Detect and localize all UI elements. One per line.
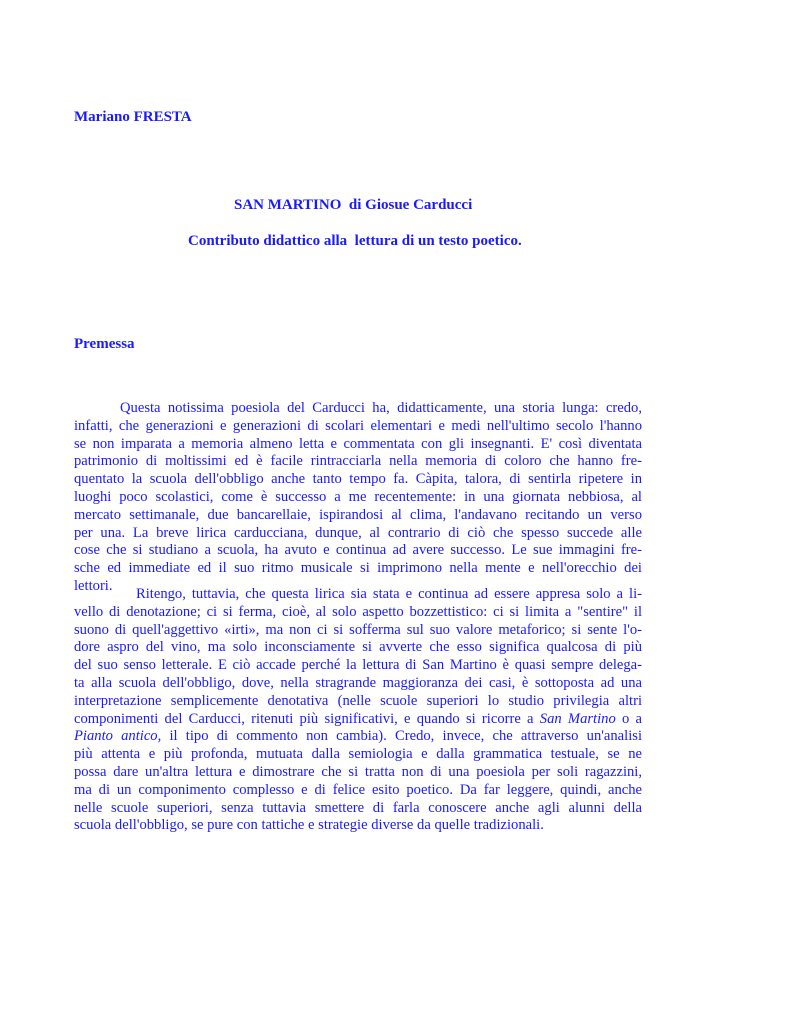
paragraph-1-line: cose che si studiano a scuola, ha avuto e continua ad avere successo. Le sue immagini fre- <box>74 542 642 559</box>
paragraph-1-line: lettori. <box>74 577 113 594</box>
paragraph-2-line: suono di quell'aggettivo «irti», ma non ci si sofferma sul suo valore metaforico; si sente l'o- <box>74 621 642 638</box>
document-title: SAN MARTINO di Giosue Carducci <box>234 197 473 213</box>
paragraph-2-line <box>74 711 642 729</box>
paragraph-1-line: mercato settimanale, due bancarellaie, ispirandosi al clima, l'andavano recitando un verso <box>74 506 642 523</box>
paragraph-2 <box>74 586 642 835</box>
paragraph-2-line <box>74 728 642 746</box>
section-heading-premessa: Premessa <box>74 336 135 352</box>
paragraph-2-line: dore aspro del vino, ma solo inconsciamente si avverte che esso significa qualcosa di più <box>74 639 642 656</box>
line-text: componimenti del Carducci, ritenuti più significativi, e quando si ricorre a <box>74 710 540 727</box>
paragraph-2-line: ta alla scuola dell'obbligo, dove, nella stragrande maggioranza dei casi, è sottoposta ad una <box>74 674 642 691</box>
paragraph-2-line: del suo senso letterale. E ciò accade perché la lettura di San Martino è quasi sempre delega- <box>74 657 642 674</box>
paragraph-1-line: luoghi poco scolastici, come è successo a me recentemente: in una giornata nebbiosa, al <box>74 488 642 505</box>
paragraph-1-line: infatti, che generazioni e generazioni di scolari elementari e medi nell'ultimo secolo l'hanno <box>74 417 642 434</box>
line-text: , il tipo di commento non cambia). Credo, invece, che attraverso un'analisi <box>157 728 642 745</box>
paragraph-1-line: Questa notissima poesiola del Carducci ha, didatticamente, una storia lunga: credo, <box>120 400 642 416</box>
document-subtitle: Contributo didattico alla lettura di un testo poetico. <box>188 233 522 249</box>
paragraph-2-line: possa dare un'altra lettura e dimostrare che si tratta non di una poesiola per soli ragazzini, <box>74 763 642 780</box>
author-name: Mariano FRESTA <box>74 109 192 125</box>
paragraph-2-line: vello di denotazione; ci si ferma, cioè, al solo aspetto bozzettistico: ci si limita a "sentire" il <box>74 603 642 620</box>
paragraph-2-line: interpretazione semplicemente denotativa (nelle scuole superiori lo studio privilegia altri <box>74 692 642 709</box>
paragraph-2-line: scuola dell'obbligo, se pure con tattiche e strategie diverse da quelle tradizionali. <box>74 817 544 834</box>
paragraph-1 <box>74 400 642 596</box>
work-title-san-martino: San Martino <box>539 710 616 727</box>
line-text: o a <box>615 710 642 727</box>
paragraph-1-line: patrimonio di moltissimi ed è facile rintracciarla nella memoria di coloro che hanno fre- <box>74 453 642 470</box>
paragraph-2-line: nelle scuole superiori, senza tuttavia smettere di farla conoscere anche agli alunni della <box>74 799 642 816</box>
work-title-pianto-antico: Pianto antico <box>74 728 158 745</box>
paragraph-2-line: Ritengo, tuttavia, che questa lirica sia stata e continua ad essere appresa solo a li- <box>136 586 642 602</box>
paragraph-2-line: ma di un componimento complesso e di felice esito poetico. Da far leggere, quindi, anche <box>74 781 642 798</box>
paragraph-1-line: se non imparata a memoria almeno letta e commentata con gli insegnanti. E' così diventata <box>74 435 642 452</box>
paragraph-1-line: per una. La breve lirica carducciana, dunque, al contrario di ciò che spesso succede alle <box>74 524 642 541</box>
paragraph-1-line: quentato la scuola dell'obbligo anche tanto tempo fa. Càpita, talora, di sentirla ripetere in <box>74 471 642 488</box>
paragraph-2-line: più attenta e più profonda, mutuata dalla semiologia e dalla grammatica testuale, se ne <box>74 746 642 763</box>
paragraph-1-line: sche ed immediate ed il suo ritmo musicale si imprimono nella mente e nell'orecchio dei <box>74 560 642 577</box>
